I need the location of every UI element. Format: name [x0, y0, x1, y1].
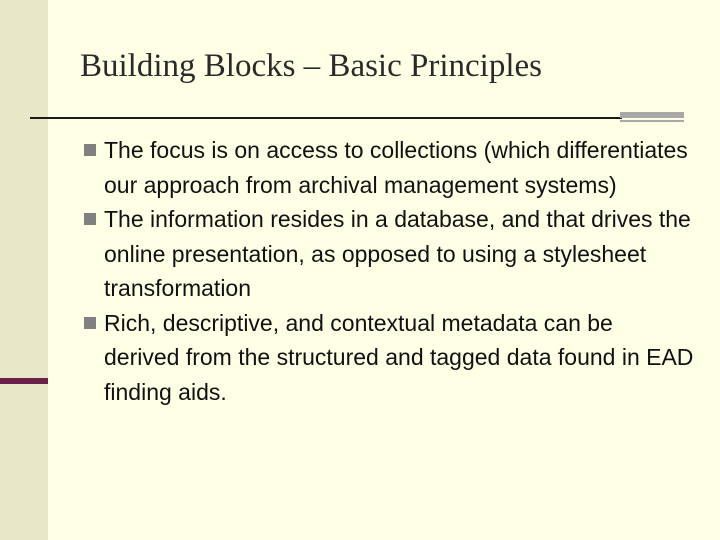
bullet-text: The focus is on access to collections (which differentiates our approach from archival management systems) — [104, 137, 688, 198]
bullet-item — [84, 306, 694, 410]
square-bullet-icon — [84, 317, 96, 329]
slide-title: Building Blocks – Basic Principles — [80, 48, 542, 84]
title-divider-accent-thin — [620, 120, 684, 122]
title-divider-accent — [620, 112, 684, 118]
square-bullet-icon — [84, 213, 96, 225]
bullet-text: Rich, descriptive, and contextual metadata can be derived from the structured and tagged data found in EAD finding aids. — [104, 309, 694, 405]
bullet-text: The information resides in a database, and that drives the online presentation, as opposed to using a stylesheet transformation — [104, 206, 691, 301]
bullet-list — [84, 133, 694, 409]
bullet-item — [84, 133, 694, 202]
square-bullet-icon — [84, 144, 96, 156]
bullet-item — [84, 202, 694, 306]
left-accent-stripe — [0, 378, 48, 384]
left-decorative-bar — [0, 0, 48, 540]
title-divider — [30, 117, 622, 119]
